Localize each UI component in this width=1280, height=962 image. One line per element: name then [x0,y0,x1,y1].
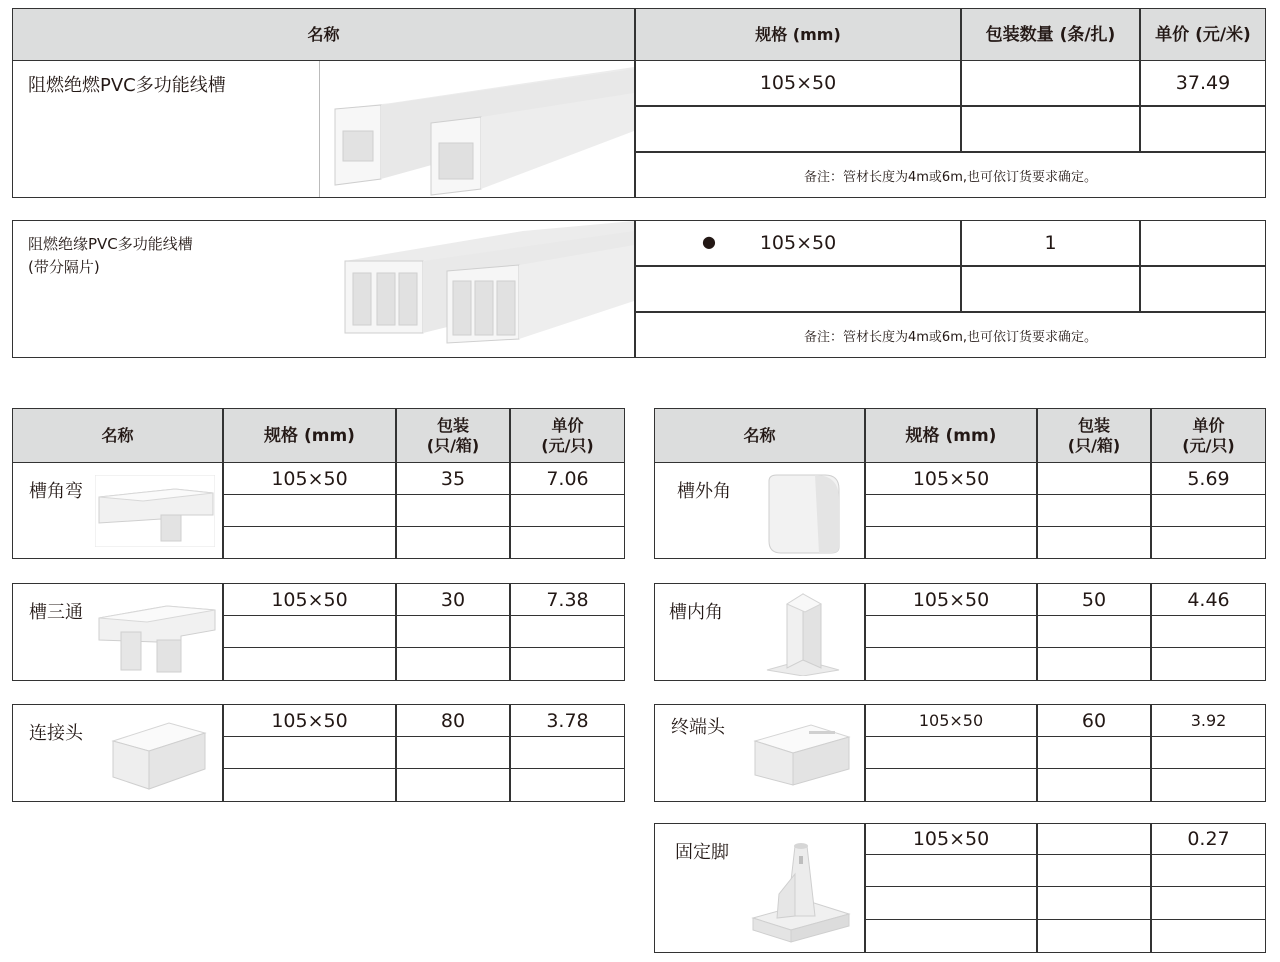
elbow-fitting-icon [95,475,215,547]
accessory-row-end-cap [654,704,1266,802]
end-cap-price: 3.92 [1152,705,1265,736]
external-corner-spec: 105×50 [866,463,1036,494]
accessory-row-elbow [12,462,625,559]
external-corner-pack [1038,463,1150,494]
header-name: 名称 [13,9,634,60]
coupler-spec: 105×50 [224,705,395,736]
coupler-fitting-icon [109,717,207,793]
accessory-row-coupler [12,704,625,802]
main-table-header [12,8,1266,61]
left-header-spec: 规格 (mm) [224,409,395,462]
coupler-name: 连接头 [29,723,83,744]
accessory-row-mounting-foot [654,823,1266,953]
end-cap-name: 终端头 [671,717,725,738]
right-header-price [1152,409,1265,462]
external-corner-price: 5.69 [1152,463,1265,494]
product-1-qty-1 [962,61,1139,105]
end-cap-fitting-icon [751,719,851,789]
product-1-name: 阻燃绝燃PVC多功能线槽 [28,75,226,96]
product-2-spec-1: 105×50 [759,232,837,254]
accessory-row-internal-corner [654,583,1266,681]
coupler-pack: 80 [397,705,509,736]
left-header-price-line1: 单价 [551,415,584,435]
internal-corner-fitting-icon [763,590,843,676]
product-2-note: 备注：管材长度为4m或6m,也可依订货要求确定。 [636,313,1265,357]
product-1-note: 备注：管材长度为4m或6m,也可依订货要求确定。 [636,153,1265,197]
product-2-price-1 [1141,221,1265,265]
mounting-foot-price: 0.27 [1152,824,1265,854]
internal-corner-spec: 105×50 [866,584,1036,615]
product-2-qty-1: 1 [962,221,1139,265]
internal-corner-name-cell [655,584,864,680]
product-1-price-1: 37.49 [1141,61,1265,105]
elbow-price: 7.06 [511,463,624,494]
product-row-1 [12,60,1266,198]
external-corner-name-cell [655,463,864,558]
pvc-trunking-divider-image [323,221,634,347]
product-2-price-2 [1141,267,1265,311]
elbow-name-cell [13,463,222,558]
right-header-price-line2: (元/只) [1182,435,1235,455]
product-row-2 [12,220,1266,358]
left-header-pack-line2: (只/箱) [426,435,480,455]
right-header-pack-line1: 包装 [1077,415,1110,435]
elbow-spec: 105×50 [224,463,395,494]
elbow-name: 槽角弯 [29,481,83,502]
product-1-spec-2 [636,107,960,151]
internal-corner-pack: 50 [1038,584,1150,615]
tee-price: 7.38 [511,584,624,615]
product-2-qty-2 [962,267,1139,311]
right-header-pack [1038,409,1150,462]
mounting-foot-name-cell [655,824,864,952]
product-2-spec-1-cell [636,221,960,265]
bullet-dot: ● [702,232,716,251]
mounting-foot-name: 固定脚 [675,842,729,863]
right-header-pack-line2: (只/箱) [1067,435,1121,455]
tee-spec: 105×50 [224,584,395,615]
product-2-name-line2: (带分隔片) [28,258,100,276]
coupler-name-cell [13,705,222,801]
left-header-price [511,409,624,462]
left-header-pack [397,409,509,462]
left-header-price-line2: (元/只) [541,435,594,455]
header-spec: 规格 (mm) [636,9,960,60]
internal-corner-price: 4.46 [1152,584,1265,615]
right-header-name: 名称 [655,409,864,462]
right-accessory-header [654,408,1266,463]
header-price: 单价 (元/米) [1141,9,1265,60]
external-corner-fitting-icon [763,471,843,555]
right-header-price-line1: 单价 [1192,415,1225,435]
end-cap-name-cell [655,705,864,801]
end-cap-spec: 105×50 [866,705,1036,736]
mounting-foot-pack [1038,824,1150,854]
product-2-spec-2 [636,267,960,311]
product-1-name-cell [13,61,634,197]
product-2-name-cell [13,221,634,357]
product-2-name-line1: 阻燃绝缘PVC多功能线槽 [28,235,193,253]
product-1-spec-1: 105×50 [636,61,960,105]
product-1-price-2 [1141,107,1265,151]
coupler-price: 3.78 [511,705,624,736]
tee-name-cell [13,584,222,680]
right-header-spec: 规格 (mm) [866,409,1036,462]
end-cap-pack: 60 [1038,705,1150,736]
tee-pack: 30 [397,584,509,615]
product-1-qty-2 [962,107,1139,151]
pvc-trunking-image [321,61,634,197]
internal-corner-name: 槽内角 [669,602,723,623]
left-header-pack-line1: 包装 [436,415,469,435]
left-accessory-header [12,408,625,463]
elbow-pack: 35 [397,463,509,494]
header-qty: 包装数量 (条/扎) [962,9,1139,60]
tee-fitting-icon [97,592,217,674]
accessory-row-external-corner [654,462,1266,559]
left-header-name: 名称 [13,409,222,462]
tee-name: 槽三通 [29,602,83,623]
mounting-foot-spec: 105×50 [866,824,1036,854]
accessory-row-tee [12,583,625,681]
mounting-foot-fitting-icon [751,834,851,946]
external-corner-name: 槽外角 [677,481,731,502]
